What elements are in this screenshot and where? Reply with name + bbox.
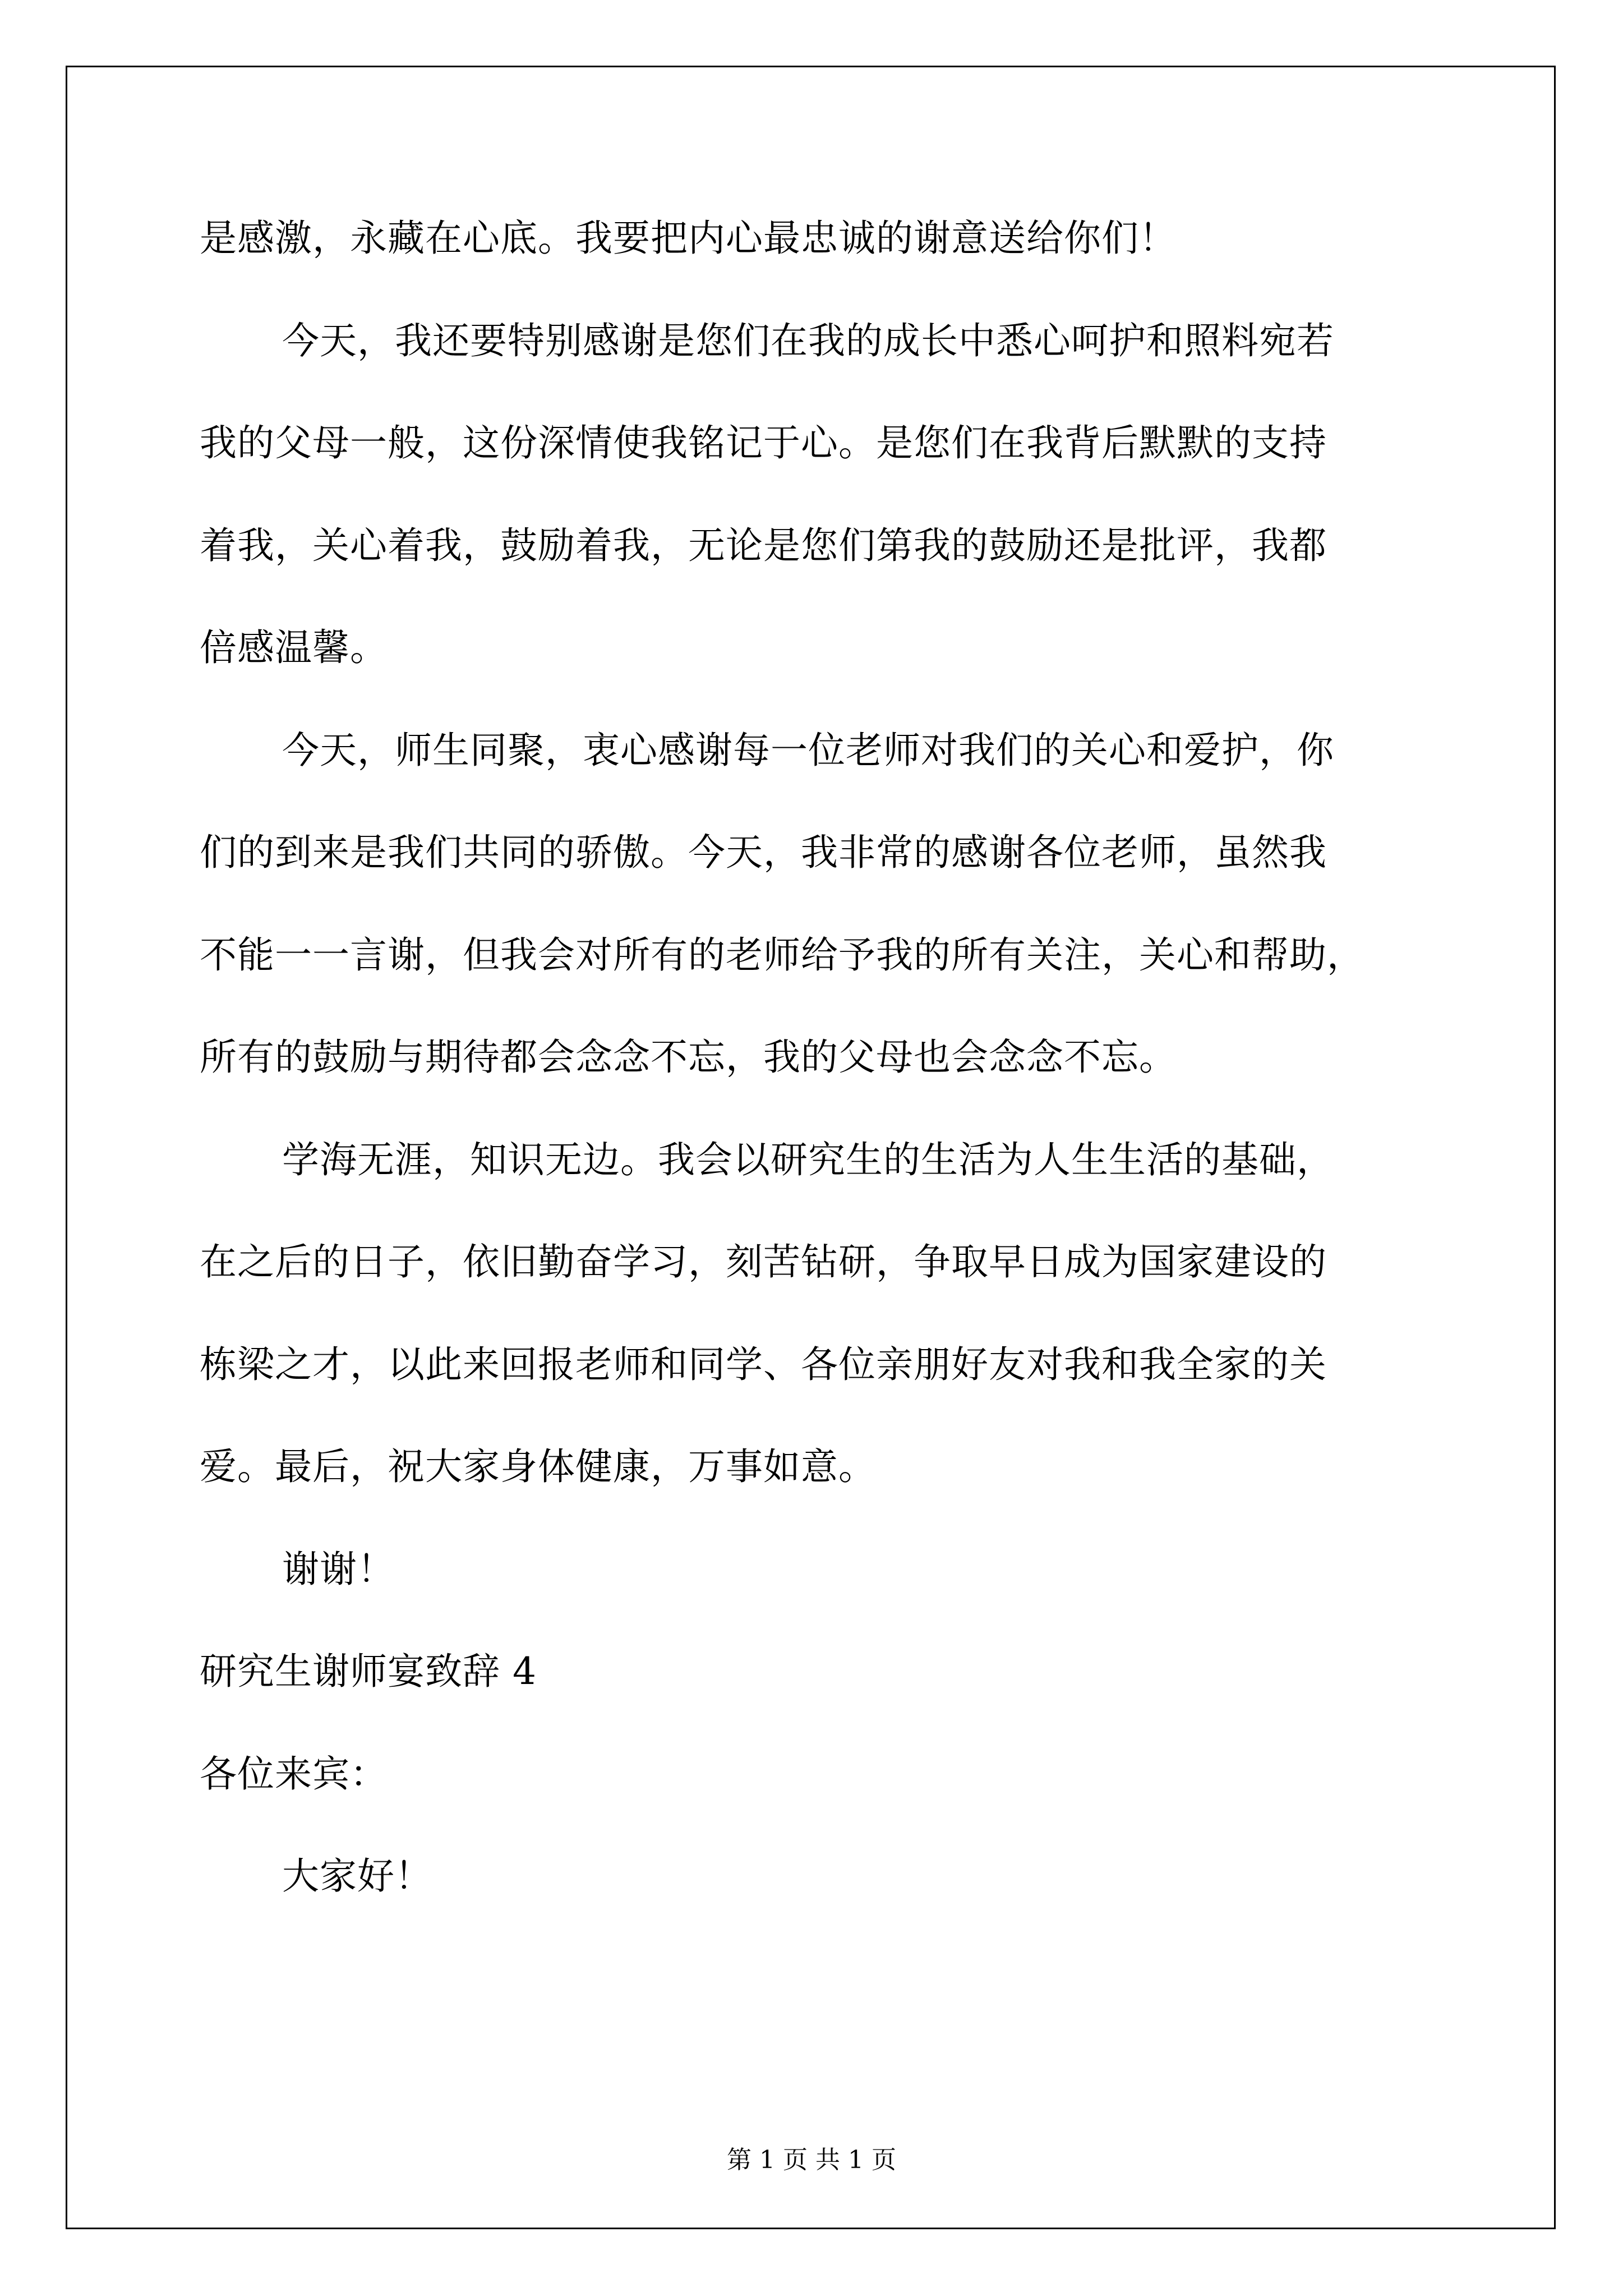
- paragraph-line: 倍感温馨。: [200, 626, 388, 669]
- paragraph-line: 所有的鼓励与期待都会念念不忘，我的父母也会念念不忘。: [200, 1036, 1177, 1079]
- page-footer: 第 1 页 共 1 页: [727, 2146, 896, 2174]
- paragraph-line: 我的父母一般，这份深情使我铭记于心。是您们在我背后默默的支持: [200, 421, 1327, 464]
- paragraph-line: 在之后的日子，依旧勤奋学习，刻苦钻研，争取早日成为国家建设的: [200, 1240, 1327, 1283]
- salutation-line: 各位来宾：: [200, 1752, 388, 1796]
- paragraph-line: 着我，关心着我，鼓励着我，无论是您们第我的鼓励还是批评，我都: [200, 524, 1327, 567]
- section-heading: 研究生谢师宴致辞 4: [200, 1650, 537, 1693]
- paragraph-line: 们的到来是我们共同的骄傲。今天，我非常的感谢各位老师，虽然我: [200, 831, 1327, 874]
- paragraph-line: 不能一一言谢，但我会对所有的老师给予我的所有关注，关心和帮助，: [200, 933, 1364, 977]
- paragraph-line: 栋梁之才，以此来回报老师和同学、各位亲朋好友对我和我全家的关: [200, 1343, 1327, 1386]
- paragraph-line: 今天，师生同聚，衷心感谢每一位老师对我们的关心和爱护，你: [282, 729, 1334, 772]
- paragraph-line: 谢谢！: [282, 1548, 395, 1591]
- paragraph-line: 学海无涯，知识无边。我会以研究生的生活为人生生活的基础，: [282, 1138, 1334, 1181]
- paragraph-line: 爱。最后，祝大家身体健康，万事如意。: [200, 1445, 876, 1488]
- greeting-line: 大家好！: [282, 1855, 432, 1898]
- paragraph-line: 今天，我还要特别感谢是您们在我的成长中悉心呵护和照料宛若: [282, 319, 1334, 362]
- paragraph-line: 是感激，永藏在心底。我要把内心最忠诚的谢意送给你们！: [200, 217, 1177, 260]
